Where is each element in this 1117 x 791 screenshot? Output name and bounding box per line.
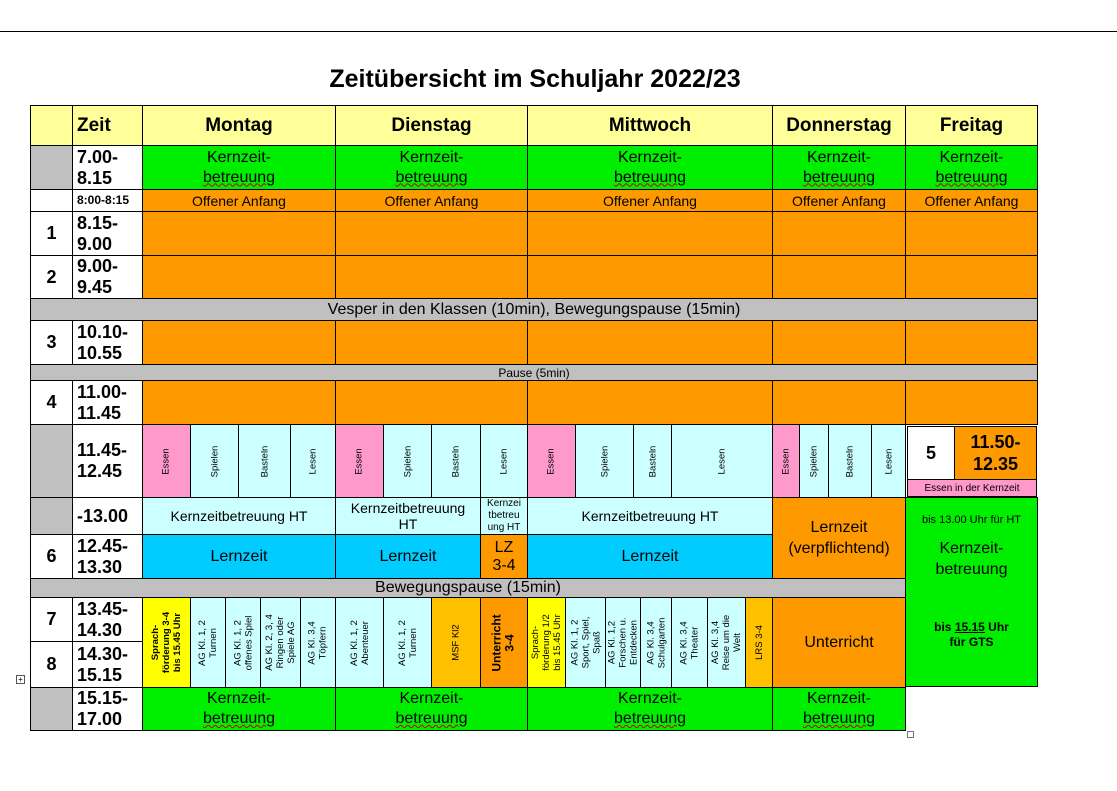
period-cell-blank (30, 687, 73, 731)
period-cell-blank (30, 497, 73, 535)
lesson-cell (527, 211, 773, 256)
time-cell: 9.00- 9.45 (72, 255, 143, 299)
lesson-cell (772, 320, 906, 365)
lz-3-4-dienstag: LZ 3-4 (480, 534, 528, 579)
lernzeit-mittwoch: Lernzeit (527, 534, 773, 579)
time-cell: 11.45- 12.45 (72, 424, 143, 498)
ag-forschen-mittwoch: AG Kl. 1,2 Forschen u. Entdecken (605, 597, 641, 688)
lesson-cell (527, 320, 773, 365)
friday-bis-1300: bis 13.00 Uhr für HT (921, 514, 1022, 526)
lesson-cell (527, 255, 773, 299)
kernzeitbetreuung-ht-dienstag-small: Kernzei tbetreu ung HT (480, 497, 528, 535)
spielen-cell: Spielen (190, 424, 239, 498)
header-dienstag: Dienstag (335, 105, 528, 146)
basteln-cell: Basteln (238, 424, 291, 498)
kernzeit-montag-morning: Kernzeit- betreuung (142, 145, 336, 190)
period-number-8: 8 (30, 641, 73, 688)
lesson-cell (905, 380, 1038, 425)
lernzeit-dienstag: Lernzeit (335, 534, 481, 579)
ag-ringen-montag: AG Kl. 2, 3, 4 Ringen oder Spiele AG (260, 597, 301, 688)
period-number-1: 1 (30, 211, 73, 256)
offener-anfang-montag: Offener Anfang (142, 189, 336, 212)
offener-anfang-mittwoch: Offener Anfang (527, 189, 773, 212)
ag-offenes-spiel-montag: AG Kl. 1, 2 offenes Spiel (225, 597, 261, 688)
friday-bis-1515: bis 15.15 Uhr für GTS (934, 620, 1009, 649)
kernzeit-dienstag-morning: Kernzeit- betreuung (335, 145, 528, 190)
spielen-cell: Spielen (575, 424, 634, 498)
lesson-cell (142, 320, 336, 365)
friday-kernzeit: Kernzeit- betreuung (935, 540, 1008, 578)
time-cell: 8.15- 9.00 (72, 211, 143, 256)
offener-anfang-donnerstag: Offener Anfang (772, 189, 906, 212)
offener-anfang-freitag: Offener Anfang (905, 189, 1038, 212)
time-cell: 15.15- 17.00 (72, 687, 143, 731)
essen-cell: Essen (527, 424, 576, 498)
basteln-cell: Basteln (633, 424, 672, 498)
lesson-cell (335, 380, 528, 425)
kernzeitbetreuung-ht-mittwoch: Kernzeitbetreuung HT (527, 497, 773, 535)
period-cell-blank (30, 145, 73, 190)
time-cell: 10.10- 10.55 (72, 320, 143, 365)
page-top-rule (0, 31, 1117, 32)
lesson-cell (335, 320, 528, 365)
essen-cell: Essen (142, 424, 191, 498)
lesen-cell: Lesen (871, 424, 906, 498)
lesson-cell (905, 211, 1038, 256)
ag-toepfern-montag: AG Kl. 3,4 Töpfern (300, 597, 336, 688)
friday-essen-kernzeit: Essen in der Kernzeit (907, 479, 1037, 497)
period-cell-blank (30, 424, 73, 498)
bewegungspause-band: Bewegungspause (15min) (30, 578, 906, 598)
offener-anfang-dienstag: Offener Anfang (335, 189, 528, 212)
ag-reise-mittwoch: AG Kl. 3,4 Reise um die Welt (707, 597, 746, 688)
kernzeit-donnerstag-afternoon: Kernzeit- betreuung (772, 687, 906, 731)
lrs-3-4-mittwoch: LRS 3-4 (745, 597, 773, 688)
header-freitag: Freitag (905, 105, 1038, 146)
kernzeit-donnerstag-morning: Kernzeit- betreuung (772, 145, 906, 190)
period-number-6: 6 (30, 534, 73, 579)
unterricht-donnerstag: Unterricht (772, 597, 906, 688)
period-number-3: 3 (30, 320, 73, 365)
header-mittwoch: Mittwoch (527, 105, 773, 146)
ag-sport-spiel-mittwoch: AG Kl. 1, 2 Sport, Spiel, Spaß (565, 597, 606, 688)
lernzeit-montag: Lernzeit (142, 534, 336, 579)
lesen-cell: Lesen (290, 424, 336, 498)
pause-band: Pause (5min) (30, 364, 1038, 381)
kernzeit-montag-afternoon: Kernzeit- betreuung (142, 687, 336, 731)
kernzeitbetreuung-ht-dienstag: Kernzeitbetreuung HT (335, 497, 481, 535)
time-cell-offener-anfang: 8:00-8:15 (72, 189, 143, 212)
lesson-cell (772, 211, 906, 256)
period-number-7: 7 (30, 597, 73, 642)
lesson-cell (335, 255, 528, 299)
header-donnerstag: Donnerstag (772, 105, 906, 146)
kernzeit-mittwoch-afternoon: Kernzeit- betreuung (527, 687, 773, 731)
lesen-cell: Lesen (480, 424, 528, 498)
msf-kl2-dienstag: MSF Kl2 (431, 597, 481, 688)
period-cell-blank (30, 189, 73, 212)
time-cell: 12.45- 13.30 (72, 534, 143, 579)
table-resize-handle-icon[interactable] (907, 731, 914, 738)
ag-abenteuer-dienstag: AG Kl. 1, 2 Abenteuer (335, 597, 384, 688)
lesson-cell (142, 211, 336, 256)
ag-schulgarten-mittwoch: AG Kl. 3,4 Schulgarten (640, 597, 672, 688)
ag-theater-mittwoch: AG Kl. 3,4 Theater (671, 597, 708, 688)
ag-sprachfoerderung-mittwoch: Sprach- förderung 1/2 bis 15.45 Uhr (527, 597, 566, 688)
header-zeit: Zeit (72, 105, 143, 146)
time-cell: 13.45- 14.30 (72, 597, 143, 642)
basteln-cell: Basteln (828, 424, 872, 498)
lesson-cell (905, 320, 1038, 365)
lesson-cell (527, 380, 773, 425)
spielen-cell: Spielen (383, 424, 432, 498)
period-number-4: 4 (30, 380, 73, 425)
kernzeit-dienstag-afternoon: Kernzeit- betreuung (335, 687, 528, 731)
lesson-cell (142, 380, 336, 425)
essen-cell: Essen (772, 424, 800, 498)
kernzeit-freitag-morning: Kernzeit- betreuung (905, 145, 1038, 190)
time-cell: -13.00 (72, 497, 143, 535)
lesen-cell: Lesen (671, 424, 773, 498)
friday-afternoon (905, 497, 1038, 687)
ag-sprachfoerderung-montag: Sprach- förderung 3-4 bis 15.45 Uhr (142, 597, 191, 688)
lesson-cell (772, 255, 906, 299)
lesson-cell (142, 255, 336, 299)
friday-time-5: 11.50- 12.35 (954, 426, 1037, 480)
kernzeitbetreuung-ht-montag: Kernzeitbetreuung HT (142, 497, 336, 535)
header-corner (30, 105, 73, 146)
time-cell: 7.00- 8.15 (72, 145, 143, 190)
period-number-2: 2 (30, 255, 73, 299)
page-title: Zeitübersicht im Schuljahr 2022/23 (329, 65, 741, 93)
lesson-cell (772, 380, 906, 425)
table-move-handle-icon[interactable]: + (16, 675, 25, 684)
lesson-cell (905, 255, 1038, 299)
essen-cell: Essen (335, 424, 384, 498)
time-cell: 11.00- 11.45 (72, 380, 143, 425)
lesson-cell (335, 211, 528, 256)
ag-turnen-montag: AG Kl. 1, 2 Turnen (190, 597, 226, 688)
friday-period-5: 5 (907, 426, 955, 480)
header-montag: Montag (142, 105, 336, 146)
ag-turnen-dienstag: AG Kl. 1, 2 Turnen (383, 597, 432, 688)
lernzeit-verpflichtend-donnerstag: Lernzeit (verpflichtend) (772, 497, 906, 579)
spielen-cell: Spielen (799, 424, 829, 498)
kernzeit-mittwoch-morning: Kernzeit- betreuung (527, 145, 773, 190)
basteln-cell: Basteln (431, 424, 481, 498)
unterricht-3-4-dienstag: Unterricht 3-4 (480, 597, 528, 688)
time-cell: 14.30- 15.15 (72, 641, 143, 688)
vesper-band: Vesper in den Klassen (10min), Bewegungspause (15min) (30, 298, 1038, 321)
